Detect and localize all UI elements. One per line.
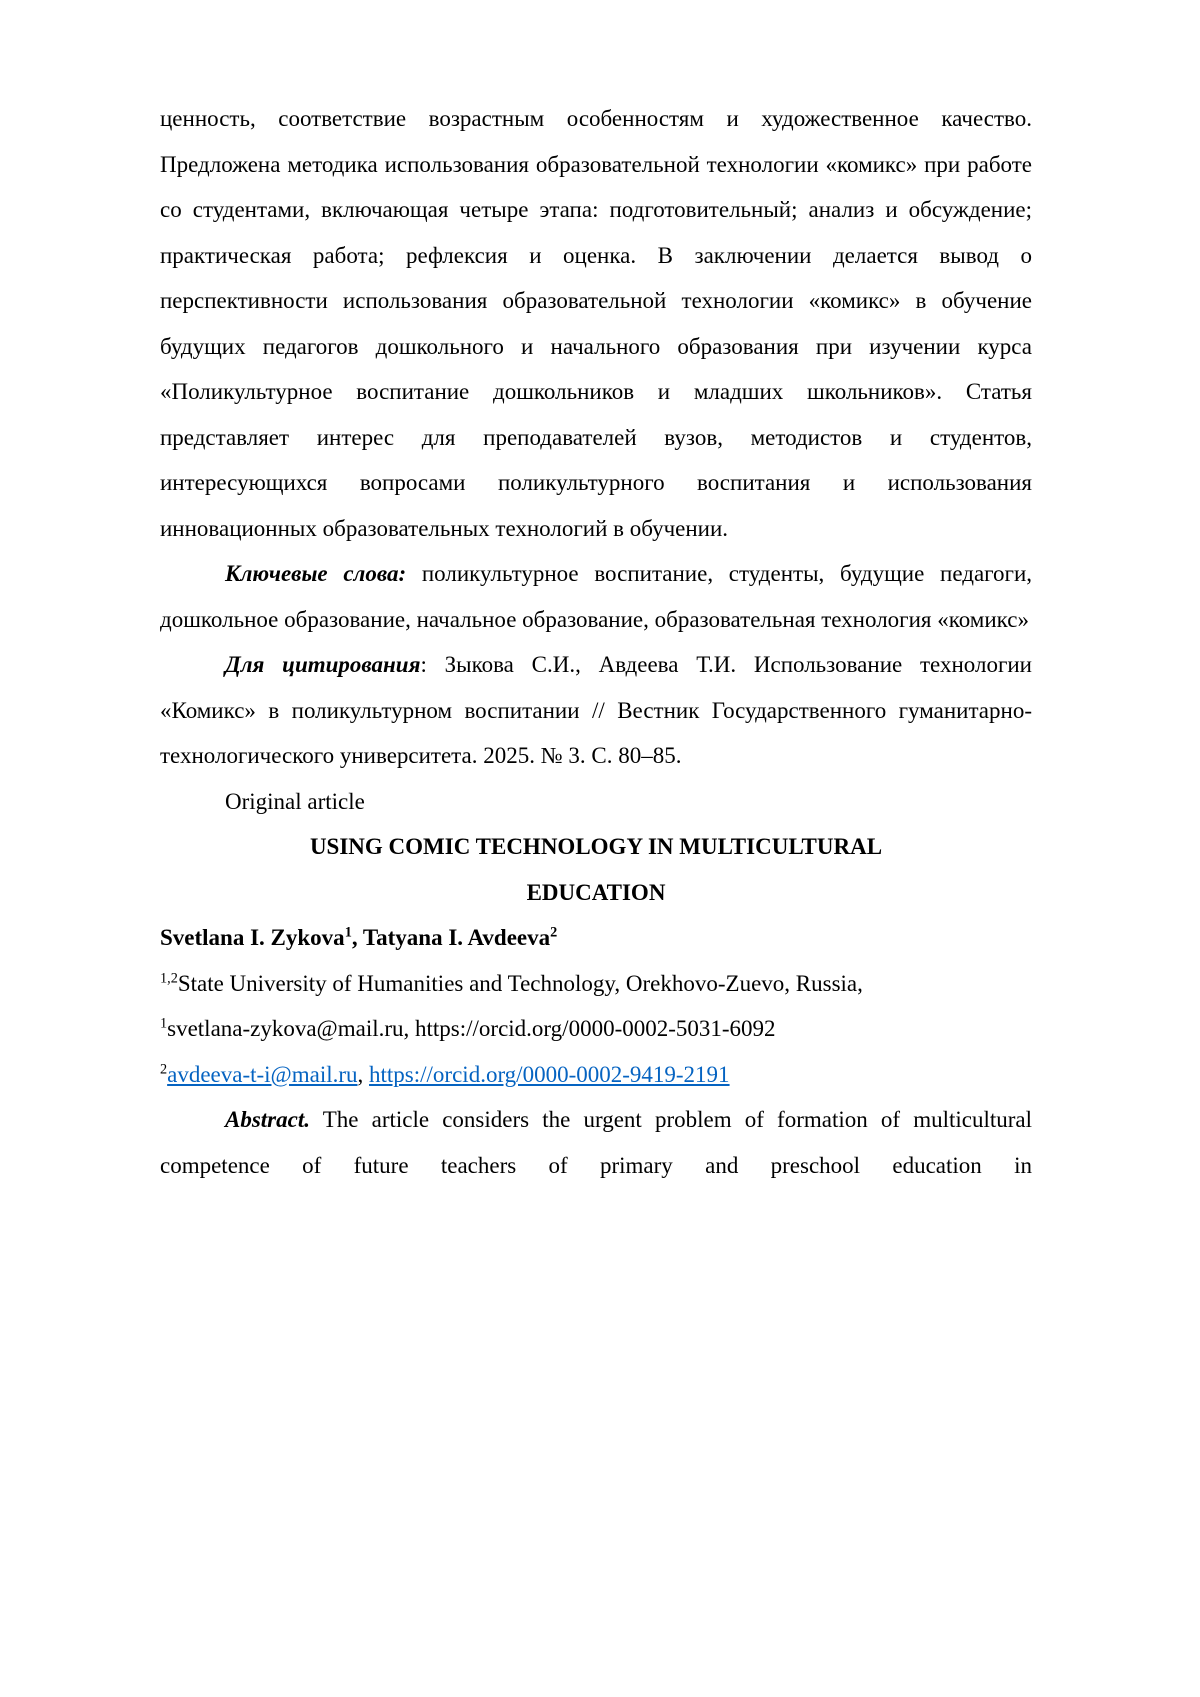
affiliation-line <box>160 961 1032 1007</box>
keywords-text: поликультурное воспитание, студенты, будущие педагоги, дошкольное образование, начальное образование, образовательная технология «комикс» <box>160 561 1033 632</box>
contact-1-superscript: 1 <box>160 1015 168 1032</box>
author-2-superscript: 2 <box>550 924 558 941</box>
authors-line <box>160 915 1032 961</box>
ru-abstract-text: ценность, соответствие возрастным особенностям и художественное качество. Предложена методика использования образовательной технологии «комикс» при работе со студентами, включающая четыре этапа: подготовительный; анализ и обсуждение; практическая работа; рефлексия и оценка. В заключении делается вывод о перспективности использования образовательной технологии «комикс» в обучение будущих педагогов дошкольного и начального образования при изучении курса «Поликультурное воспитание дошкольников и младших школьников». Статья представляет интерес для преподавателей вузов, методистов и студентов, интересующихся вопросами поликультурного воспитания и использования инновационных образовательных технологий в обучении. <box>160 106 1032 541</box>
article-title-line2: EDUCATION <box>526 879 666 905</box>
keywords-label: Ключевые слова: <box>225 561 407 586</box>
ru-abstract-paragraph <box>160 96 1032 551</box>
affiliation-superscript: 1,2 <box>160 969 178 986</box>
author-2-name: Tatyana I. Avdeeva <box>362 925 551 950</box>
citation-paragraph <box>160 642 1032 779</box>
contact-2-superscript: 2 <box>160 1060 168 1077</box>
affiliation-text: State University of Humanities and Technology, Orekhovo-Zuevo, Russia, <box>177 970 863 996</box>
citation-label: Для цитирования <box>225 652 421 677</box>
keywords-paragraph <box>160 551 1032 642</box>
article-type-text: Original article <box>225 788 365 814</box>
author-1-name: Svetlana I. Zykova <box>160 925 345 950</box>
contact-1-text: svetlana-zykova@mail.ru, https://orcid.org/0000-0002-5031-6092 <box>167 1016 776 1041</box>
contact-line-2 <box>160 1052 1032 1098</box>
article-title <box>160 824 1032 915</box>
contact-2-separator: , <box>357 1061 370 1087</box>
abstract-en-paragraph <box>160 1097 1032 1188</box>
contact-2-email-link[interactable]: avdeeva-t-i@mail.ru <box>167 1061 358 1087</box>
abstract-en-label: Abstract. <box>225 1107 310 1132</box>
citation-text: : Зыкова С.И., Авдеева Т.И. Использование технологии «Комикс» в поликультурном воспитании // Вестник Государственного гуманитарно-технологического университета. 2025. № 3. С. 80–85. <box>160 652 1032 768</box>
article-type-label <box>160 779 1032 825</box>
article-title-line1: USING COMIC TECHNOLOGY IN MULTICULTURAL <box>309 834 883 859</box>
contact-2-orcid-link[interactable]: https://orcid.org/0000-0002-9419-2191 <box>369 1061 730 1087</box>
author-1-superscript: 1 <box>344 924 352 941</box>
contact-line-1 <box>160 1006 1032 1052</box>
authors-separator: , <box>351 925 363 950</box>
abstract-en-text: The article considers the urgent problem of formation of multicultural competence of future teachers of primary and preschool education in <box>160 1107 1032 1178</box>
